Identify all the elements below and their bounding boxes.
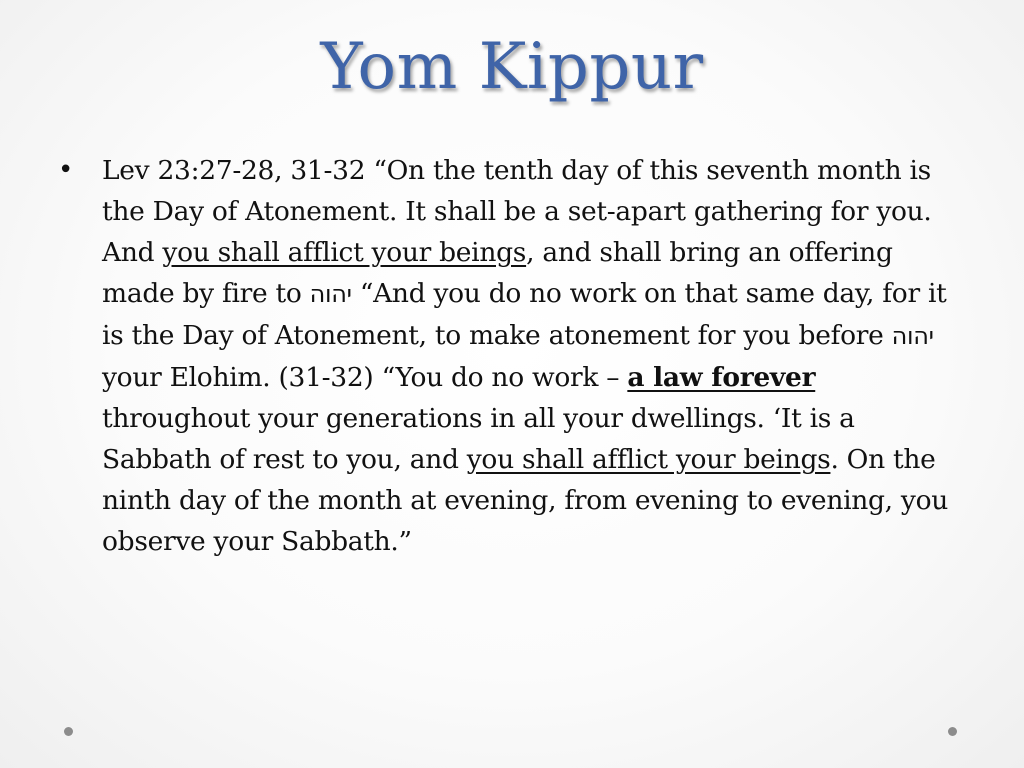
hebrew-name-1: יהוה: [309, 280, 352, 308]
slide-title: Yom Kippur: [320, 30, 704, 104]
bullet-icon: •: [58, 155, 74, 185]
bold-underlined-phrase: a law forever: [627, 362, 816, 393]
corner-dot-bottom-left: [64, 727, 73, 736]
hebrew-name-2: יהוה: [891, 322, 934, 350]
corner-dot-bottom-right: [948, 727, 957, 736]
body-text-3: “And you do no work on that same day, for it is the Day of Atonement, to make atonement for you before: [102, 278, 947, 351]
underlined-phrase-2: you shall afflict your beings: [466, 444, 831, 475]
body-text-5: throughout your generations in all your dwellings. ‘It is a Sabbath of rest to you, and: [102, 403, 855, 475]
body-text-2: , and shall bring an offering made by fire to: [102, 237, 893, 309]
body-text-6: . On the ninth day of the month at evening, from evening to evening, you observe your Sabbath.”: [102, 444, 949, 557]
body-text-4: your Elohim. (31-32) “You do no work –: [102, 362, 628, 393]
bullet-item: [58, 150, 958, 562]
slide-content: [58, 150, 958, 562]
underlined-phrase-1: you shall afflict your beings: [162, 237, 527, 268]
body-text-1: Lev 23:27-28, 31-32 “On the tenth day of this seventh month is the Day of Atonement. It shall be a set-apart gathering for you. And: [102, 155, 932, 268]
